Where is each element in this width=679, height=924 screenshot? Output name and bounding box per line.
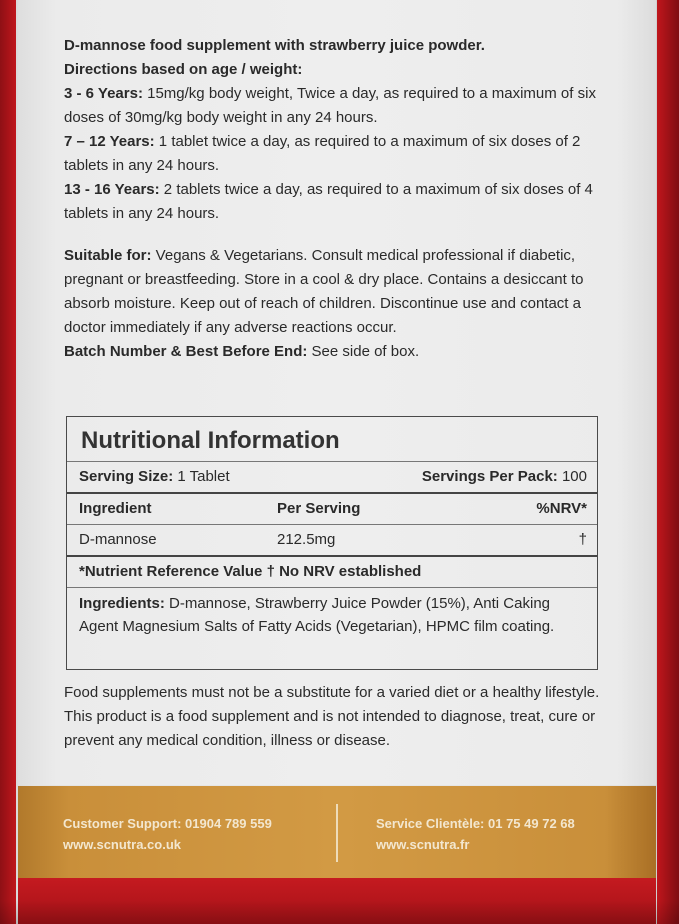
ingredients-text: D-mannose, Strawberry Juice Powder (15%), Anti Caking Agent Magnesium Salts of Fatty Acids (Vegetarian), HPMC film coating.	[79, 595, 555, 635]
website-uk: www.scnutra.co.uk	[63, 837, 181, 852]
box-red-edge-right	[657, 0, 679, 924]
cell-per-serving: 212.5mg	[277, 531, 336, 548]
serving-size-label: Serving Size:	[79, 468, 174, 485]
directions-section	[64, 34, 624, 364]
servings-per-pack	[422, 462, 587, 492]
serving-size	[79, 468, 230, 485]
direction-age-13-16	[64, 178, 624, 226]
table-header-row	[67, 494, 597, 525]
website-fr: www.scnutra.fr	[376, 837, 470, 852]
contact-fr	[376, 813, 575, 855]
contact-band	[18, 786, 656, 878]
cell-nrv: †	[578, 531, 587, 548]
direction-label: 7 – 12 Years:	[64, 133, 155, 150]
nrv-footnote: *Nutrient Reference Value † No NRV established	[67, 557, 597, 588]
customer-support-phone: Customer Support: 01904 789 559	[63, 816, 272, 831]
header-per-serving: Per Serving	[277, 500, 361, 517]
directions-heading: Directions based on age / weight:	[64, 61, 303, 78]
product-description: D-mannose food supplement with strawberry juice powder.	[64, 37, 485, 54]
ingredients-label: Ingredients:	[79, 595, 165, 612]
suitability-text	[64, 244, 624, 340]
header-ingredient: Ingredient	[79, 500, 152, 517]
bottom-shadow	[0, 900, 679, 924]
servings-per-pack-value: 100	[557, 468, 587, 485]
ingredients-list	[67, 588, 597, 642]
batch-info	[64, 340, 624, 364]
header-nrv: %NRV*	[536, 500, 587, 517]
service-clientele-phone: Service Clientèle: 01 75 49 72 68	[376, 816, 575, 831]
batch-label: Batch Number & Best Before End:	[64, 343, 308, 360]
contact-divider	[336, 804, 338, 862]
spacer	[64, 226, 624, 244]
servings-per-pack-label: Servings Per Pack:	[421, 468, 558, 485]
serving-size-value: 1 Tablet	[173, 468, 230, 485]
contact-uk	[63, 813, 272, 855]
direction-text: 1 tablet twice a day, as required to a maximum of six doses of 2 tablets in any 24 hours.	[64, 133, 581, 174]
direction-label: 3 - 6 Years:	[64, 85, 143, 102]
suitable-label: Suitable for:	[64, 247, 152, 264]
direction-text: 2 tablets twice a day, as required to a maximum of six doses of 4 tablets in any 24 hours.	[64, 181, 593, 222]
nutrition-table	[66, 416, 598, 670]
direction-label: 13 - 16 Years:	[64, 181, 160, 198]
serving-row	[67, 462, 597, 494]
direction-age-7-12	[64, 130, 624, 178]
cell-ingredient: D-mannose	[79, 531, 157, 548]
box-red-edge-left	[0, 0, 16, 924]
direction-age-3-6	[64, 82, 624, 130]
disclaimer: Food supplements must not be a substitute for a varied diet or a healthy lifestyle. This product is a food supplement and is not intended to diagnose, treat, cure or prevent any medical condition, illness or disease.	[64, 684, 600, 749]
direction-text: 15mg/kg body weight, Twice a day, as required to a maximum of six doses of 30mg/kg body weight in any 24 hours.	[64, 85, 596, 126]
table-row	[67, 525, 597, 557]
nutrition-title: Nutritional Information	[67, 417, 597, 462]
batch-text: See side of box.	[307, 343, 420, 360]
suitable-text: Vegans & Vegetarians. Consult medical professional if diabetic, pregnant or breastfeeding. Store in a cool & dry place. Contains a desiccant to absorb moisture. Keep out of reach of children. Discontinue use and contact a doctor immediately if any adverse reactions occur.	[64, 247, 584, 336]
